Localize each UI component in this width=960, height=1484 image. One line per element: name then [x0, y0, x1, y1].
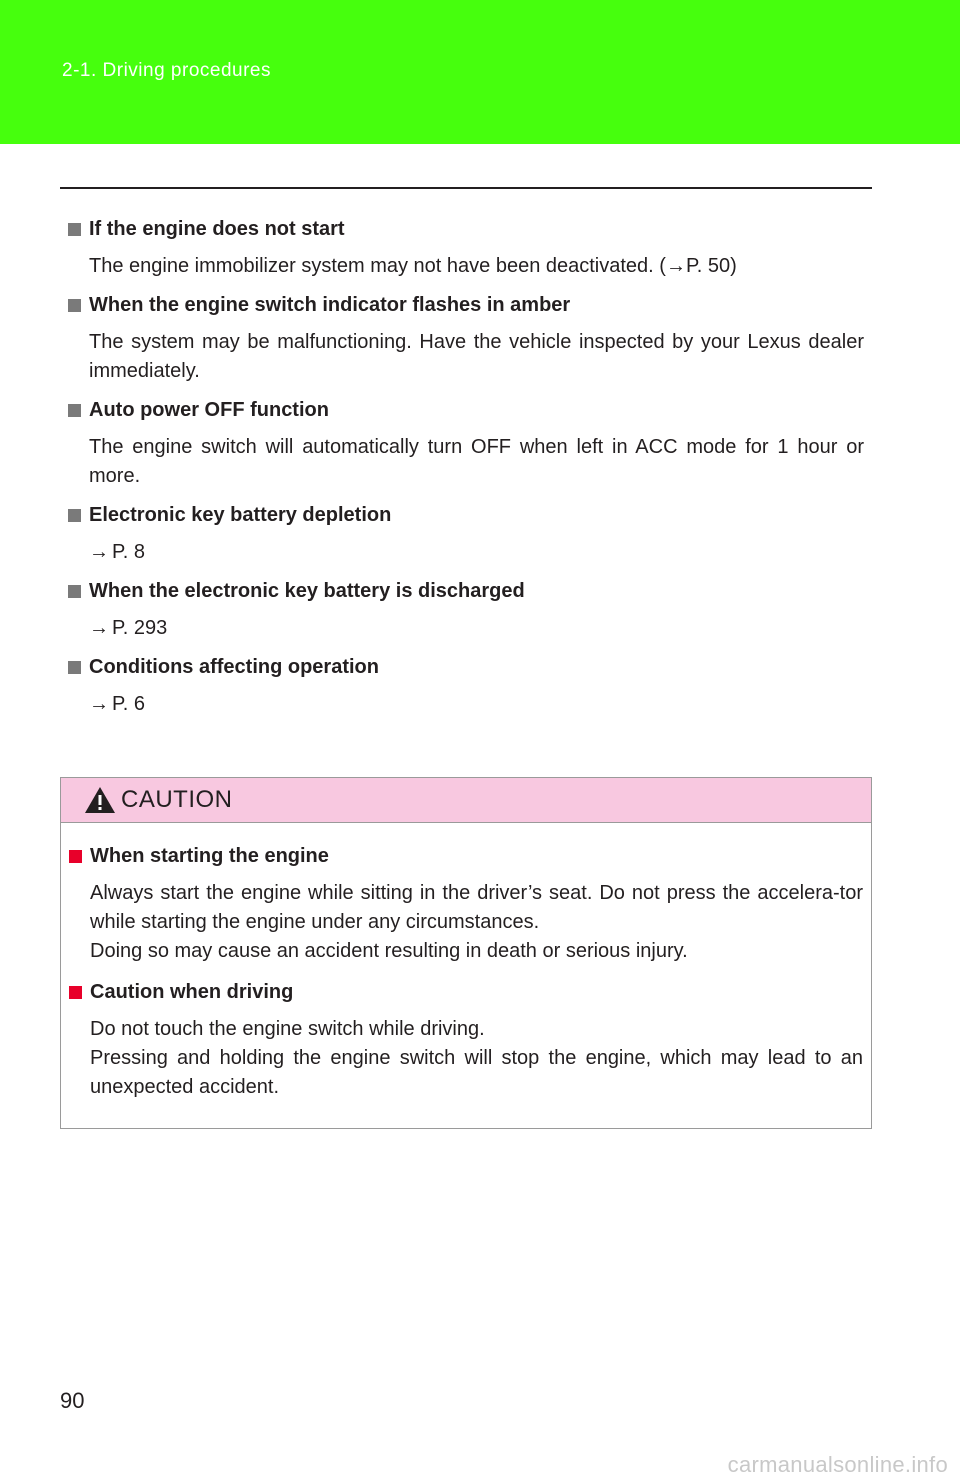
- caution-line: Pressing and holding the engine switch will stop the engine, which may lead to an unexpected accident.: [90, 1047, 863, 1098]
- bullet-square-icon: [68, 404, 81, 417]
- bullet-square-icon: [68, 223, 81, 236]
- arrow-right-icon: →: [89, 617, 109, 639]
- caution-line: Doing so may cause an accident resulting in death or serious injury.: [90, 940, 688, 962]
- item-heading: Auto power OFF function: [89, 399, 329, 421]
- red-square-icon: [69, 986, 82, 999]
- caution-title: CAUTION: [121, 786, 233, 813]
- notes-list: [68, 214, 864, 728]
- bullet-square-icon: [68, 509, 81, 522]
- section-title: 2-1. Driving procedures: [62, 60, 271, 81]
- arrow-right-icon: →: [89, 541, 109, 563]
- list-item: [68, 214, 864, 281]
- item-body: The system may be malfunctioning. Have the vehicle inspected by your Lexus dealer immediately.: [89, 331, 864, 382]
- item-body: The engine immobilizer system may not have been deactivated. (→P. 50): [89, 255, 737, 277]
- caution-box: [60, 777, 872, 1129]
- caution-body: [90, 1015, 863, 1102]
- list-item: [68, 652, 864, 719]
- header-rule: [60, 187, 872, 189]
- item-body: The engine switch will automatically turn OFF when left in ACC mode for 1 hour or more.: [89, 436, 864, 487]
- bullet-square-icon: [68, 585, 81, 598]
- red-square-icon: [69, 850, 82, 863]
- page-reference-label: P. 8: [112, 541, 145, 563]
- page-reference-label: P. 6: [112, 693, 145, 715]
- item-heading: If the engine does not start: [89, 218, 345, 240]
- bullet-square-icon: [68, 299, 81, 312]
- watermark[interactable]: carmanualsonline.info: [727, 1452, 948, 1477]
- caution-line: Always start the engine while sitting in the driver’s seat. Do not press the accelera-tor while starting the engine under any circumstances.: [90, 882, 863, 933]
- item-heading: Electronic key battery depletion: [89, 504, 392, 526]
- page-reference[interactable]: [89, 614, 864, 643]
- caution-line: Do not touch the engine switch while driving.: [90, 1018, 485, 1040]
- page-reference[interactable]: [89, 690, 864, 719]
- page-number: 90: [60, 1388, 85, 1413]
- list-item: [68, 395, 864, 491]
- caution-item: [69, 841, 863, 966]
- list-item: [68, 290, 864, 386]
- header-band: [0, 0, 960, 144]
- caution-heading: Caution when driving: [90, 980, 294, 1003]
- caution-heading: When starting the engine: [90, 844, 329, 867]
- list-item: [68, 500, 864, 567]
- item-heading: Conditions affecting operation: [89, 656, 379, 678]
- page-reference-label: P. 293: [112, 617, 168, 639]
- warning-icon: [83, 785, 117, 815]
- bullet-square-icon: [68, 661, 81, 674]
- page-reference[interactable]: [89, 538, 864, 567]
- caution-item: [69, 977, 863, 1102]
- caution-header: [61, 778, 871, 823]
- item-heading: When the engine switch indicator flashes in amber: [89, 294, 571, 316]
- list-item: [68, 576, 864, 643]
- arrow-right-icon: →: [89, 693, 109, 715]
- caution-body: [90, 879, 863, 966]
- caution-content: [61, 823, 871, 1102]
- item-heading: When the electronic key battery is discharged: [89, 580, 525, 602]
